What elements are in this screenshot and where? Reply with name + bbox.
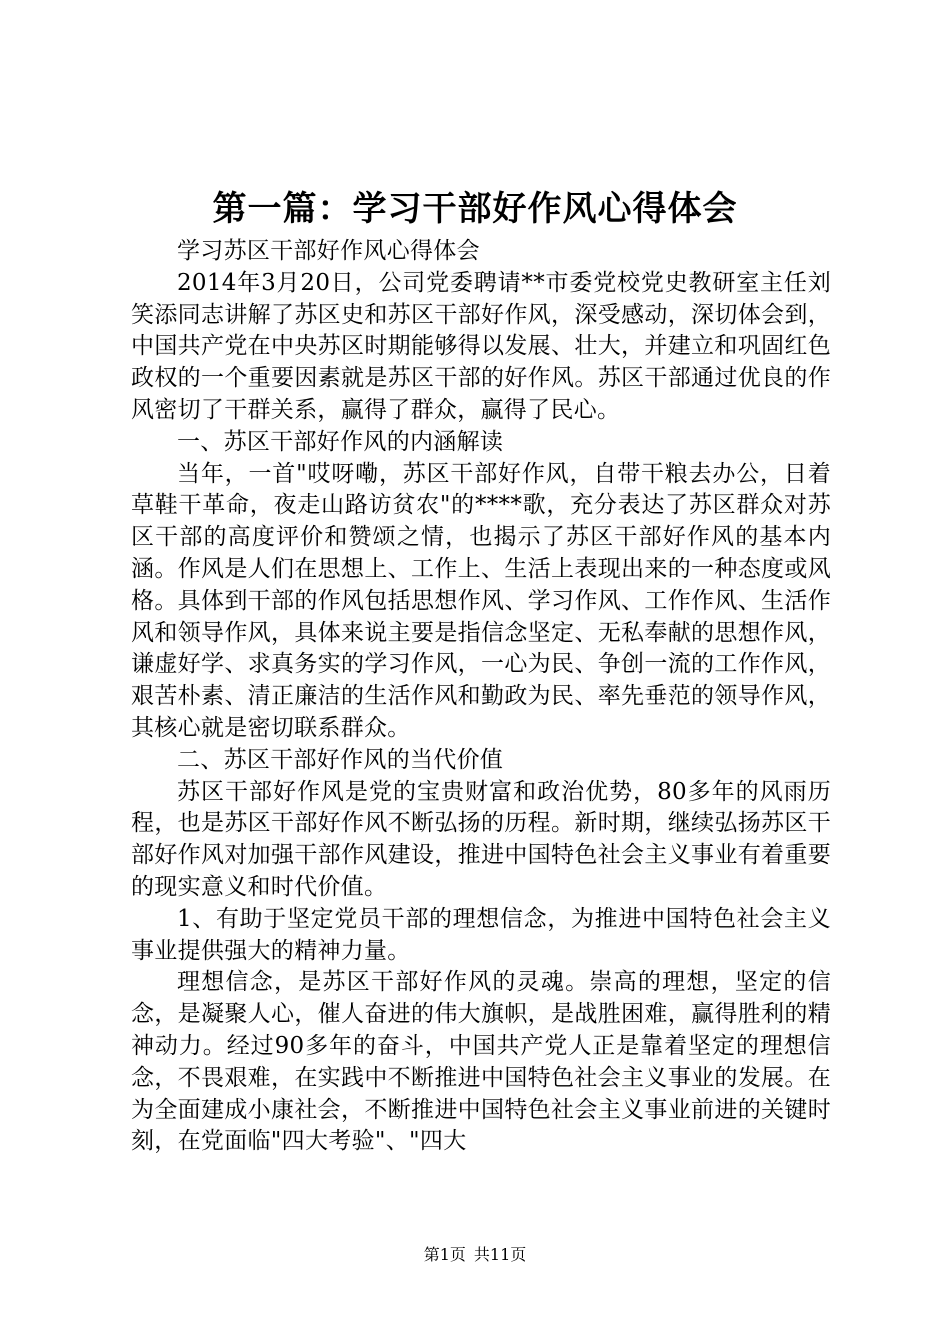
paragraph: 当年，一首"哎呀嘞，苏区干部好作风，自带干粮去办公，日着草鞋干革命，夜走山路访贫农"的****歌，充分表达了苏区群众对苏区干部的高度评价和赞颂之情，也揭示了苏区干部好作风的基本内涵。作风是人们在思想上、工作上、生活上表现出来的一种态度或风格。具体到干部的作风包括思想作风、学习作风、工作作风、生活作风和领导作风，具体来说主要是指信念坚定、无私奉献的思想作风，谦虚好学、求真务实的学习作风，一心为民、争创一流的工作作风，艰苦朴素、清正廉洁的生活作风和勤政为民、率先垂范的领导作风，其核心就是密切联系群众。 [131, 460, 831, 741]
paragraph: 理想信念，是苏区干部好作风的灵魂。崇高的理想，坚定的信念，是凝聚人心，催人奋进的伟大旗帜，是战胜困难，赢得胜利的精神动力。经过90多年的奋斗，中国共产党人正是靠着坚定的理想信念，不畏艰难，在实践中不断推进中国特色社会主义事业的发展。在为全面建成小康社会，不断推进中国特色社会主义事业前进的关键时刻，在党面临"四大考验"、"四大 [131, 969, 831, 1155]
page-total: 共11页 [473, 1245, 527, 1264]
page-number: 第1页 [423, 1245, 466, 1264]
page-footer [0, 1244, 950, 1266]
subsection-heading: 1、有助于坚定党员干部的理想信念，为推进中国特色社会主义事业提供强大的精神力量。 [131, 905, 831, 964]
document-title: 第一篇：学习干部好作风心得体会 [212, 189, 738, 229]
paragraph: 2014年3月20日，公司党委聘请**市委党校党史教研室主任刘笑添同志讲解了苏区史和苏区干部好作风，深受感动，深切体会到，中国共产党在中央苏区时期能够得以发展、壮大，并建立和巩固红色政权的一个重要因素就是苏区干部的好作风。苏区干部通过优良的作风密切了干群关系，赢得了群众，赢得了民心。 [131, 269, 831, 423]
paragraph: 苏区干部好作风是党的宝贵财富和政治优势，80多年的风雨历程，也是苏区干部好作风不断弘扬的历程。新时期，继续弘扬苏区干部好作风对加强干部作风建设，推进中国特色社会主义事业有着重要的现实意义和时代价值。 [131, 778, 831, 900]
document-body [131, 236, 831, 1158]
section-heading: 一、苏区干部好作风的内涵解读 [177, 428, 504, 455]
section-heading: 二、苏区干部好作风的当代价值 [177, 746, 504, 773]
paragraph-subtitle: 学习苏区干部好作风心得体会 [177, 238, 480, 264]
